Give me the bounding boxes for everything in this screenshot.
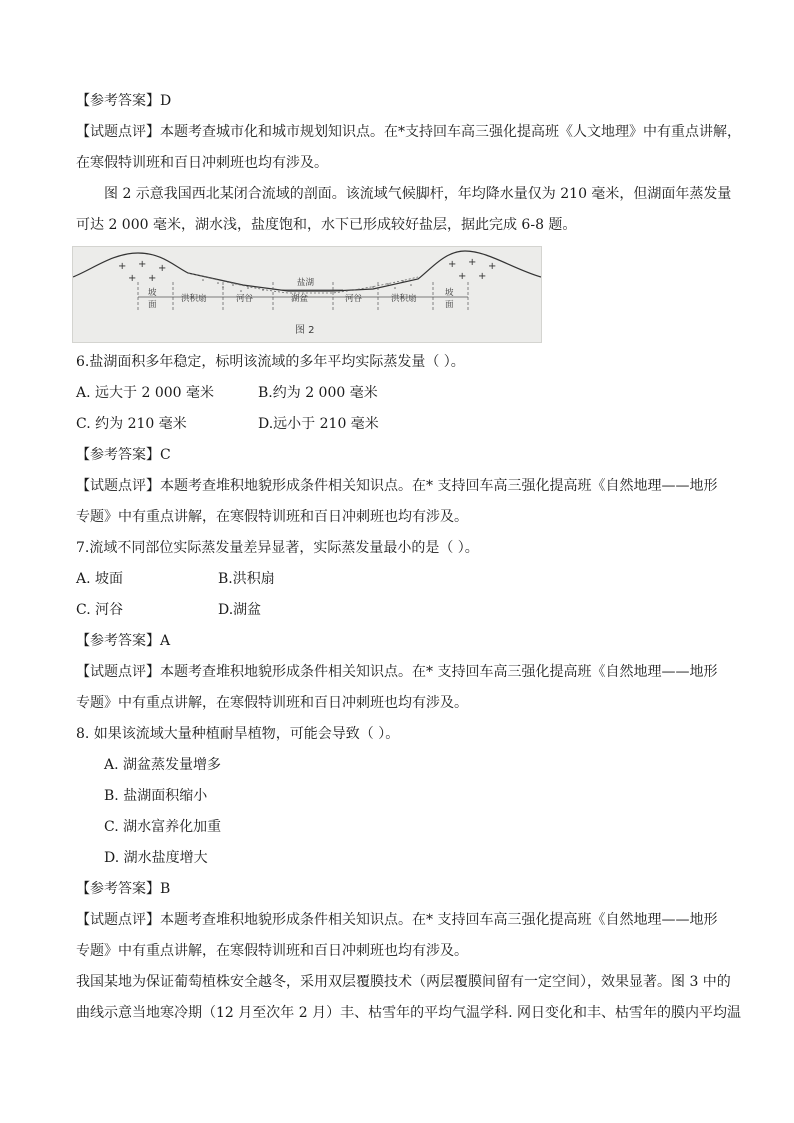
- intro-line2: 可达 2 000 毫米，湖水浅，盐度饱和，水下已形成较好盐层，据此完成 6-8 题。: [76, 217, 577, 233]
- comment-q6-line1: 【试题点评】本题考查堆积地貌形成条件相关知识点。在* 支持回车高三强化提高班《自然地理——地形: [76, 478, 718, 494]
- zone-label-slope-right-1: 坡: [445, 288, 454, 298]
- next-passage-line1: 我国某地为保证葡萄植株安全越冬，采用双层覆膜技术（两层覆膜间留有一定空间），效果显著。图 3 中的: [76, 974, 731, 990]
- question-6: 6.盐湖面积多年稳定，标明该流域的多年平均实际蒸发量（ ）。: [76, 354, 465, 370]
- q8-option-c: C. 湖水富养化加重: [104, 819, 222, 835]
- svg-text:+: +: [138, 259, 147, 270]
- zone-label-lake-basin: 湖盆: [291, 294, 309, 304]
- svg-text:+: +: [118, 261, 127, 272]
- zone-label-valley-right: 河谷: [345, 294, 363, 304]
- svg-text:+: +: [448, 259, 457, 270]
- zone-label-slope-left-1: 坡: [148, 288, 157, 298]
- q6-option-a: A. 远大于 2 000 毫米: [76, 385, 214, 401]
- comment-q8-line1: 【试题点评】本题考查堆积地貌形成条件相关知识点。在* 支持回车高三强化提高班《自然地理——地形: [76, 912, 718, 928]
- svg-text:+: +: [458, 271, 467, 282]
- comment-q7-line1: 【试题点评】本题考查堆积地貌形成条件相关知识点。在* 支持回车高三强化提高班《自然地理——地形: [76, 664, 718, 680]
- zone-label-alluvial-right: 洪积扇: [391, 294, 417, 304]
- svg-text:+: +: [468, 257, 477, 268]
- q8-option-a: A. 湖盆蒸发量增多: [104, 757, 222, 773]
- svg-text:+: +: [478, 271, 487, 282]
- q7-option-c: C. 河谷: [76, 602, 124, 618]
- q6-option-b: B.约为 2 000 毫米: [258, 385, 378, 401]
- lake-label: 盐湖: [297, 278, 315, 288]
- svg-text:+: +: [158, 263, 167, 274]
- q6-option-d: D.远小于 210 毫米: [258, 416, 379, 432]
- basin-profile-diagram: [73, 247, 541, 342]
- figure-2-basin-profile: [72, 246, 542, 343]
- question-8: 8. 如果该流域大量种植耐旱植物，可能会导致（ ）。: [76, 726, 400, 742]
- q7-option-b: B.洪积扇: [218, 571, 275, 587]
- svg-text:+: +: [148, 273, 157, 284]
- comment-q6-line2: 专题》中有重点讲解，在寒假特训班和百日冲刺班也均有涉及。: [76, 509, 468, 525]
- svg-text:+: +: [128, 273, 137, 284]
- intro-line1: 图 2 示意我国西北某闭合流域的剖面。该流域气候脚杆，年均降水量仅为 210 毫米，但湖面年蒸发量: [104, 186, 732, 202]
- answer-q6: 【参考答案】C: [76, 447, 171, 463]
- zone-label-alluvial-left: 洪积扇: [181, 294, 207, 304]
- answer-q5: 【参考答案】D: [76, 93, 172, 109]
- answer-q7: 【参考答案】A: [76, 633, 171, 649]
- q8-option-b: B. 盐湖面积缩小: [104, 788, 208, 804]
- question-7: 7.流域不同部位实际蒸发量差异显著，实际蒸发量最小的是（ ）。: [76, 540, 479, 556]
- q6-option-c: C. 约为 210 毫米: [76, 416, 187, 432]
- comment-q8-line2: 专题》中有重点讲解，在寒假特训班和百日冲刺班也均有涉及。: [76, 943, 468, 959]
- q7-option-a: A. 坡面: [76, 571, 124, 587]
- svg-text:+: +: [488, 261, 497, 272]
- q8-option-d: D. 湖水盐度增大: [104, 850, 208, 866]
- comment-q7-line2: 专题》中有重点讲解，在寒假特训班和百日冲刺班也均有涉及。: [76, 695, 468, 711]
- figure-caption: 图 2: [295, 325, 315, 336]
- zone-label-slope-right-2: 面: [445, 300, 454, 310]
- next-passage-line2: 曲线示意当地寒冷期（12 月至次年 2 月）丰、枯雪年的平均气温学科. 网日变化和丰、枯雪年的膜内平均温: [76, 1005, 741, 1021]
- comment-q5-line2: 在寒假特训班和百日冲刺班也均有涉及。: [76, 155, 328, 171]
- zone-label-valley-left: 河谷: [236, 294, 254, 304]
- comment-q5-line1: 【试题点评】本题考查城市化和城市规划知识点。在*支持回车高三强化提高班《人文地理》中有重点讲解，: [76, 124, 741, 140]
- q7-option-d: D.湖盆: [218, 602, 262, 618]
- zone-label-slope-left-2: 面: [148, 300, 157, 310]
- answer-q8: 【参考答案】B: [76, 881, 171, 897]
